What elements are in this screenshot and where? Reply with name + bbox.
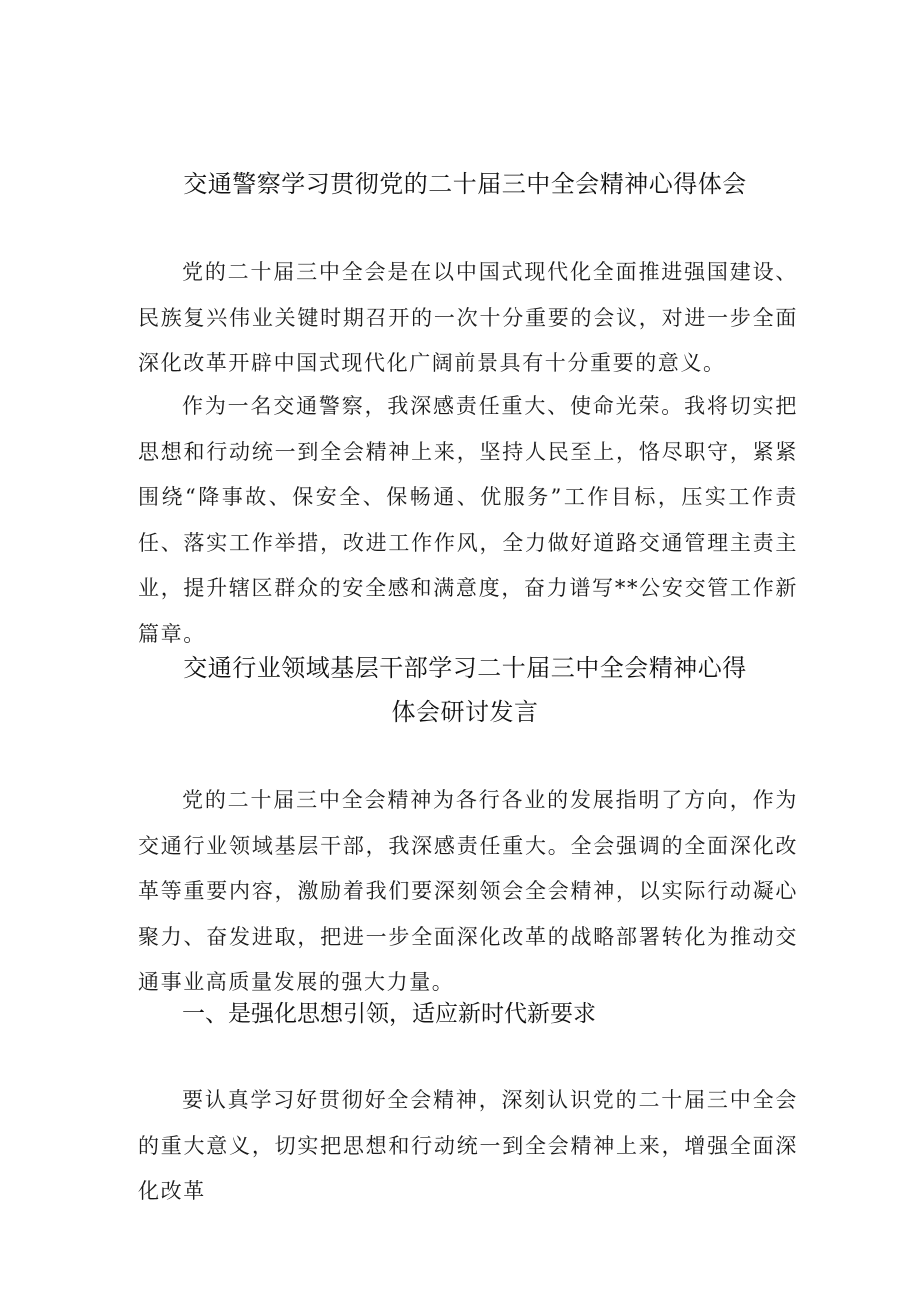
article2-section-paragraph: 要认真学习好贯彻好全会精神，深刻认识党的二十届三中全会的重大意义，切实把思想和行动统一到全会精神上来，增强全面深化改革	[138, 1088, 798, 1203]
article1-title: 交通警察学习贯彻党的二十届三中全会精神心得体会	[183, 170, 747, 198]
article2-title-line-1: 交通行业领域基层干部学习二十届三中全会精神心得	[183, 654, 747, 682]
article1-paragraph-2: 作为一名交通警察，我深感责任重大、使命光荣。我将切实把思想和行动统一到全会精神上来，坚持人民至上，恪尽职守，紧紧围绕“降事故、保安全、保畅通、优服务”工作目标，压实工作责任、落实工作举措，改进工作作风，全力做好道路交通管理主责主业，提升辖区群众的安全感和满意度，奋力谱写**公安交管工作新篇章。	[138, 394, 798, 646]
article2-title-line-2: 体会研讨发言	[391, 698, 539, 726]
article2-paragraph-1: 党的二十届三中全会精神为各行各业的发展指明了方向，作为交通行业领域基层干部，我深感责任重大。全会强调的全面深化改革等重要内容，激励着我们要深刻领会全会精神，以实际行动凝心聚力、奋发进取，把进一步全面深化改革的战略部署转化为推动交通事业高质量发展的强大力量。	[138, 788, 798, 994]
article2-section-heading: 一、是强化思想引领，适应新时代新要求	[182, 1001, 596, 1027]
article1-paragraph-1: 党的二十届三中全会是在以中国式现代化全面推进强国建设、民族复兴伟业关键时期召开的一次十分重要的会议，对进一步全面深化改革开辟中国式现代化广阔前景具有十分重要的意义。	[138, 260, 798, 375]
